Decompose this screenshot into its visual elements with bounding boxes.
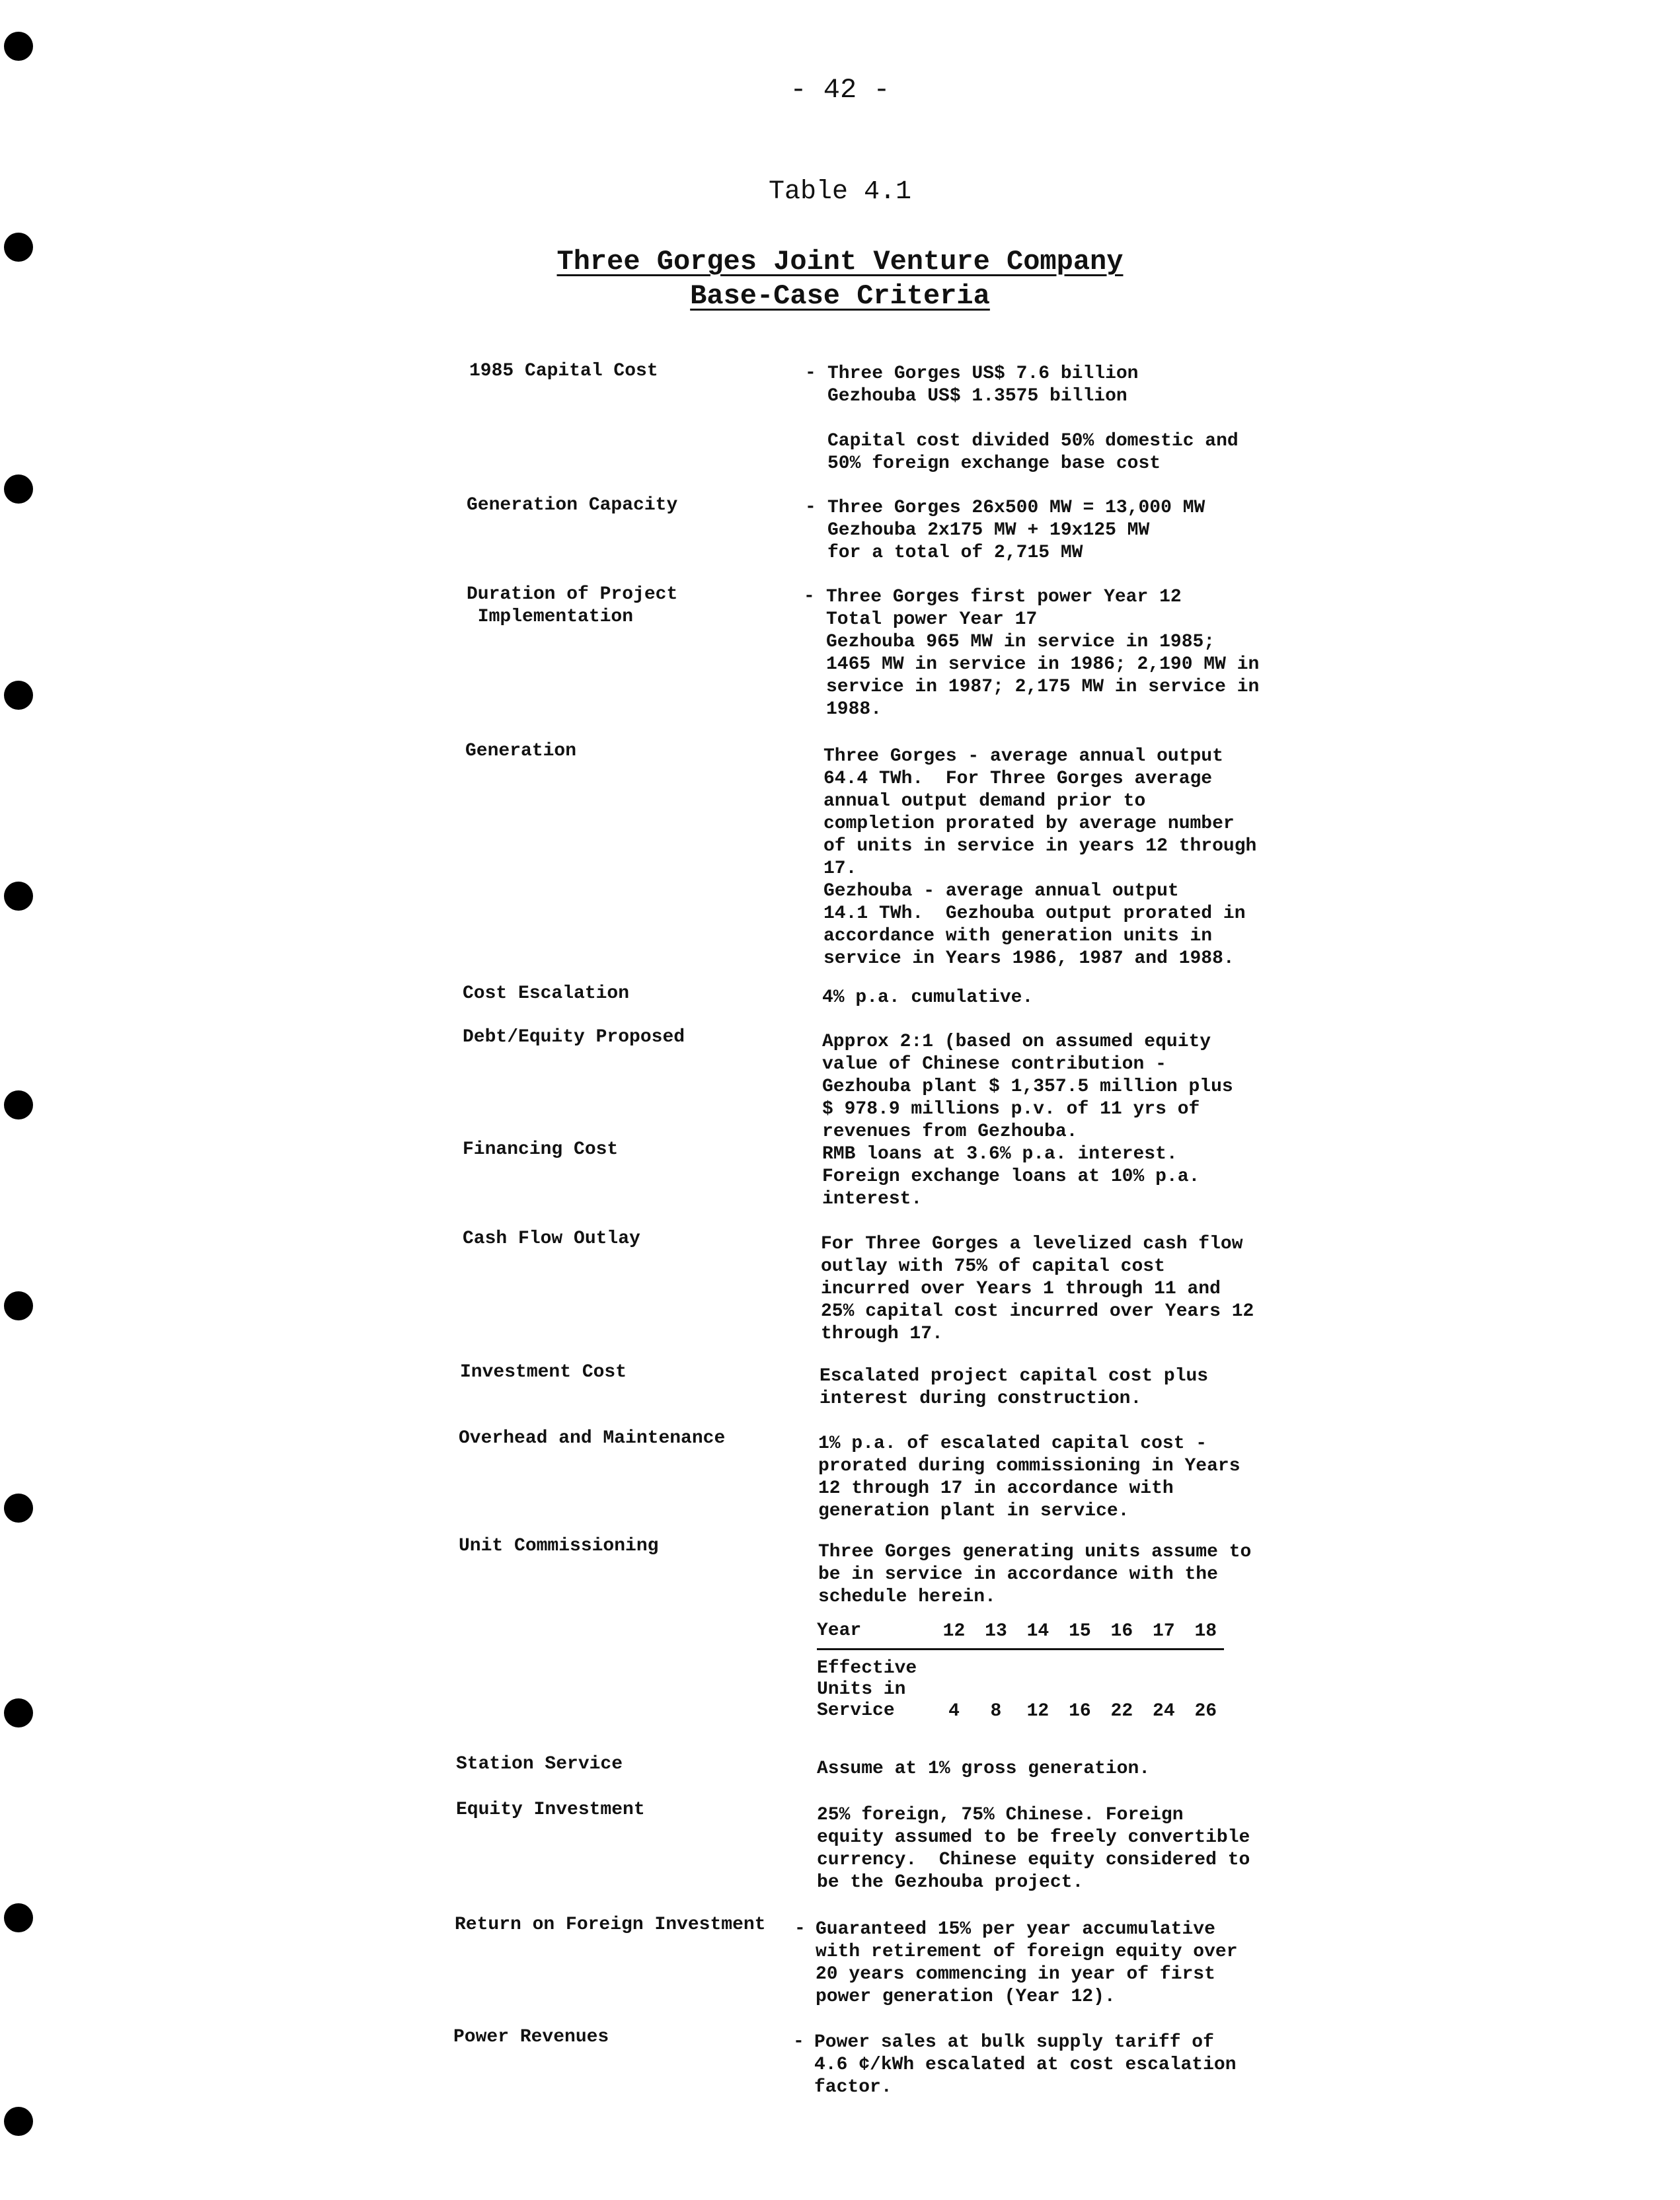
criteria-value: 25% foreign, 75% Chinese. Foreign equity assumed to be freely convertible currency. Chinese equity considered to be the Gezhouba project. bbox=[817, 1805, 1250, 1893]
binder-hole bbox=[4, 681, 33, 710]
criteria-label: Duration of Project Implementation bbox=[467, 584, 678, 627]
criteria-label: Station Service bbox=[456, 1754, 623, 1774]
schedule-year-row bbox=[817, 1620, 1227, 1642]
schedule-year: 17 bbox=[1153, 1621, 1175, 1642]
criteria-label: Overhead and Maintenance bbox=[459, 1428, 726, 1449]
criteria-value: 4% p.a. cumulative. bbox=[822, 987, 1034, 1008]
schedule-units: 16 bbox=[1069, 1701, 1091, 1722]
criteria-value: RMB loans at 3.6% p.a. interest. Foreign exchange loans at 10% p.a. interest. bbox=[822, 1144, 1200, 1209]
schedule-year: 16 bbox=[1110, 1621, 1133, 1642]
criteria-label: Cash Flow Outlay bbox=[463, 1229, 640, 1249]
schedule-year: 14 bbox=[1026, 1621, 1050, 1642]
schedule-units: 22 bbox=[1110, 1701, 1133, 1722]
binder-hole bbox=[4, 2107, 33, 2136]
title-line-2: Base-Case Criteria bbox=[690, 280, 990, 312]
schedule-units-label: Effective Units in Service bbox=[817, 1658, 917, 1721]
criteria-value: Three Gorges - average annual output 64.4 TWh. For Three Gorges average annual output demand prior to completion prorated by average number of units in service in years 12 through 17. Gezhouba - average annual output 14.1 TWh. Gezhouba output prorated in accordance with generation units in service in Years 1986, 1987 and 1988. bbox=[823, 746, 1257, 969]
document-subtitle bbox=[0, 280, 1680, 312]
schedule-year: 18 bbox=[1194, 1621, 1217, 1642]
criteria-value: Power sales at bulk supply tariff of 4.6 ¢/kWh escalated at cost escalation factor. bbox=[814, 2032, 1237, 2098]
binder-hole bbox=[4, 1903, 33, 1932]
binder-hole bbox=[4, 1090, 33, 1119]
criteria-label: Return on Foreign Investment bbox=[455, 1915, 766, 1935]
criteria-value: Three Gorges generating units assume to be in service in accordance with the schedule herein. bbox=[818, 1542, 1252, 1607]
criteria-label: Financing Cost bbox=[463, 1139, 619, 1160]
row-dash: - bbox=[804, 586, 815, 607]
schedule-units: 24 bbox=[1153, 1701, 1175, 1722]
criteria-value: Escalated project capital cost plus interest during construction. bbox=[820, 1366, 1209, 1409]
criteria-label: Generation Capacity bbox=[467, 495, 678, 515]
criteria-label: Generation bbox=[465, 741, 577, 761]
binder-hole bbox=[4, 1291, 33, 1320]
table-label: Table 4.1 bbox=[768, 177, 912, 207]
binder-hole bbox=[4, 1494, 33, 1523]
criteria-value: Three Gorges first power Year 12 Total power Year 17 Gezhouba 965 MW in service in 1985; 1465 MW in service in 1986; 2,190 MW in service in 1987; 2,175 MW in service in 1988. bbox=[826, 587, 1260, 720]
criteria-label: Debt/Equity Proposed bbox=[463, 1027, 685, 1047]
schedule-units-row bbox=[817, 1658, 1227, 1722]
document-title bbox=[0, 246, 1680, 278]
criteria-value: Approx 2:1 (based on assumed equity value of Chinese contribution - Gezhouba plant $ 1,357.5 million plus $ 978.9 millions p.v. of 11 yrs of revenues from Gezhouba. bbox=[822, 1032, 1233, 1142]
row-dash: - bbox=[805, 363, 816, 383]
schedule-year: 13 bbox=[985, 1621, 1007, 1642]
schedule-year: 15 bbox=[1069, 1621, 1091, 1642]
criteria-value: Assume at 1% gross generation. bbox=[817, 1759, 1151, 1779]
criteria-label: 1985 Capital Cost bbox=[469, 361, 658, 381]
criteria-label: Equity Investment bbox=[456, 1800, 645, 1820]
criteria-value: For Three Gorges a levelized cash flow outlay with 75% of capital cost incurred over Years 1 through 11 and 25% capital cost incurred over Years 12 through 17. bbox=[821, 1234, 1254, 1344]
row-dash: - bbox=[805, 497, 816, 517]
schedule-year-label: Year bbox=[817, 1620, 862, 1641]
binder-hole bbox=[4, 474, 33, 504]
row-dash: - bbox=[793, 2031, 804, 2052]
schedule-units: 12 bbox=[1026, 1701, 1050, 1722]
criteria-label: Investment Cost bbox=[460, 1362, 627, 1383]
criteria-value: Three Gorges US$ 7.6 billion Gezhouba US$ 1.3575 billion Capital cost divided 50% domestic and 50% foreign exchange base cost bbox=[827, 363, 1239, 474]
schedule-rule bbox=[817, 1648, 1224, 1650]
criteria-label: Unit Commissioning bbox=[459, 1536, 659, 1556]
title-line-1: Three Gorges Joint Venture Company bbox=[556, 246, 1124, 278]
binder-hole bbox=[4, 32, 33, 61]
schedule-year: 12 bbox=[942, 1621, 966, 1642]
binder-hole bbox=[4, 1698, 33, 1727]
criteria-value: Three Gorges 26x500 MW = 13,000 MW Gezhouba 2x175 MW + 19x125 MW for a total of 2,715 MW bbox=[827, 498, 1205, 563]
criteria-value: 1% p.a. of escalated capital cost - prorated during commissioning in Years 12 through 17 in accordance with generation plant in service. bbox=[818, 1433, 1241, 1521]
criteria-label: Power Revenues bbox=[453, 2027, 609, 2047]
schedule-units: 4 bbox=[948, 1701, 960, 1722]
schedule-units: 8 bbox=[990, 1701, 1002, 1722]
criteria-label: Cost Escalation bbox=[463, 983, 630, 1004]
criteria-value: Guaranteed 15% per year accumulative with retirement of foreign equity over 20 years commencing in year of first power generation (Year 12). bbox=[816, 1919, 1238, 2007]
schedule-units: 26 bbox=[1194, 1701, 1217, 1722]
row-dash: - bbox=[794, 1918, 806, 1939]
page-number: - 42 - bbox=[790, 74, 890, 106]
binder-hole bbox=[4, 882, 33, 911]
commissioning-schedule bbox=[817, 1620, 1227, 1722]
